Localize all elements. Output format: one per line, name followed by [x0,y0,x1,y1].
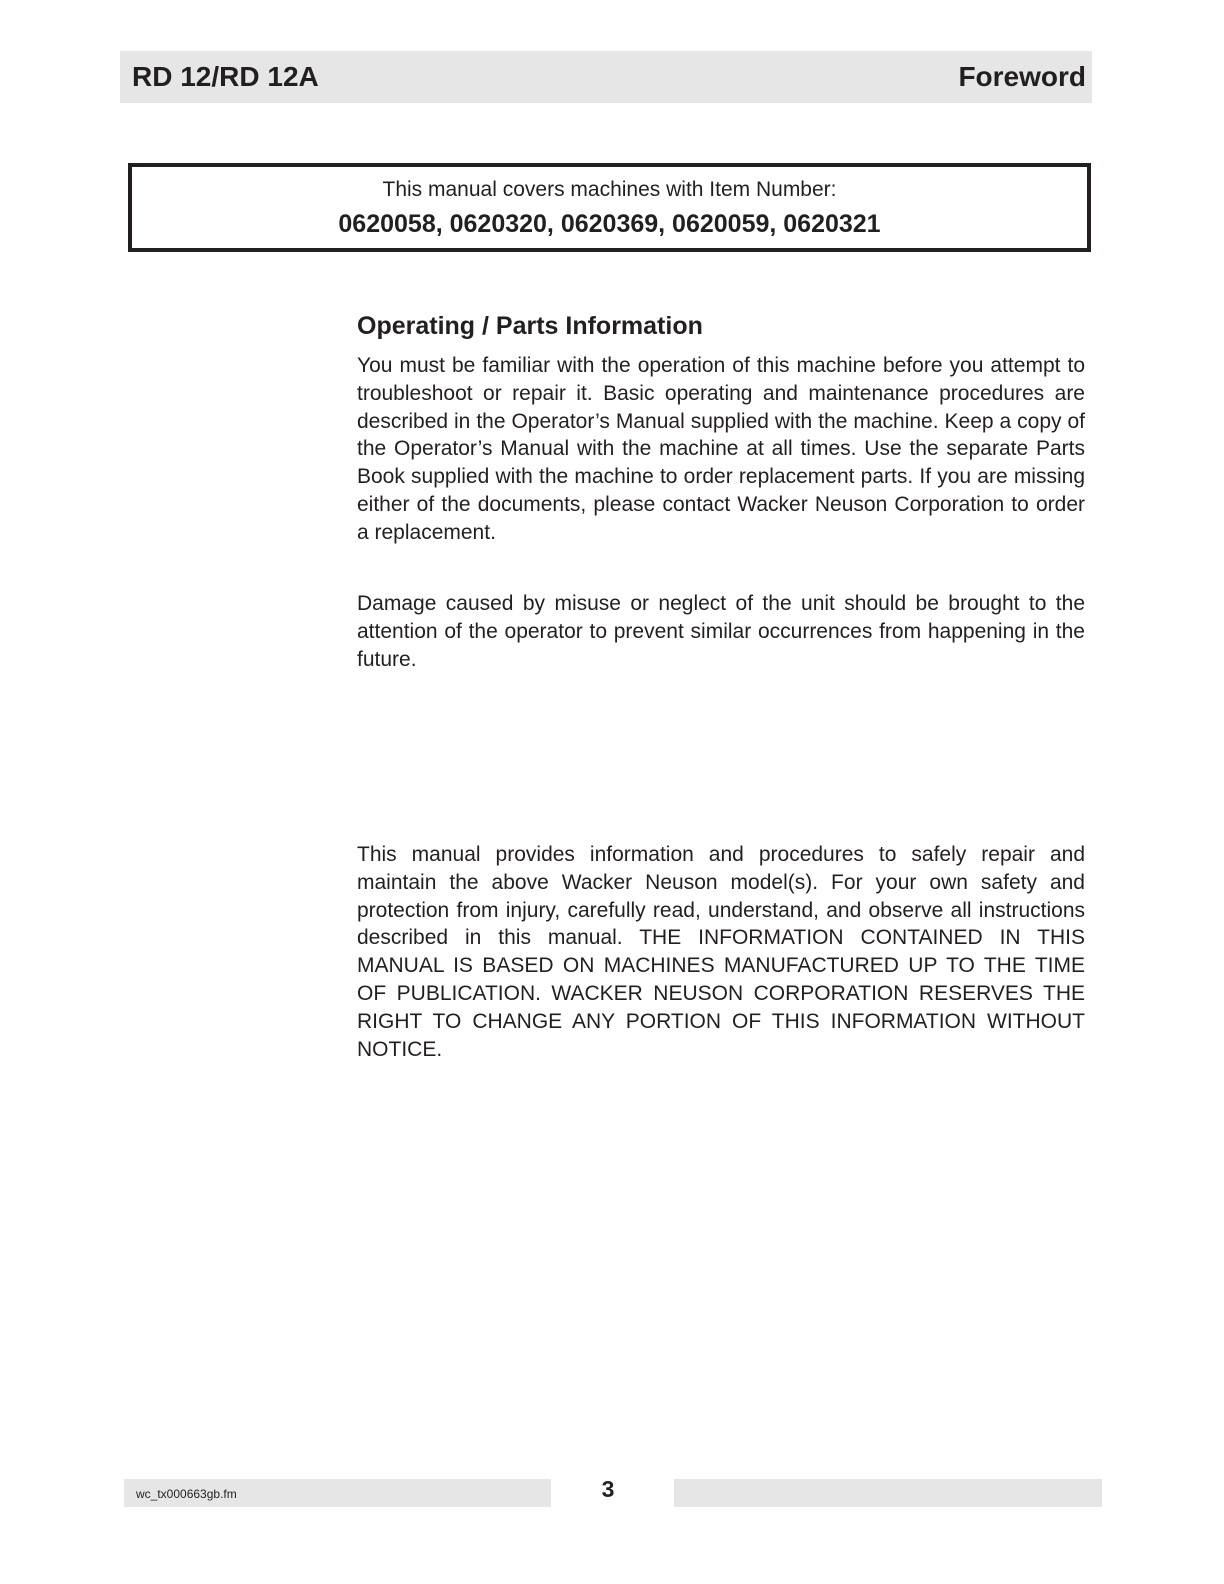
page-number: 3 [601,1476,615,1502]
header-model-title: RD 12/RD 12A [132,61,319,92]
footer-left-bar [124,1479,551,1507]
item-number-box [128,163,1091,252]
paragraph-manual-disclaimer: This manual provides information and procedures to safely repair and maintain the above Wacker Neuson model(s). For your own safety and protection from injury, carefully read, understand, and observe all instructions described in this manual. THE INFORMATION CONTAINED IN THIS MANUAL IS BASED ON MACHINES MANUFACTURED UP TO THE TIME OF PUBLICATION. WACKER NEUSON CORPORATION RESERVES THE RIGHT TO CHANGE ANY PORTION OF THIS INFORMATION WITHOUT NOTICE. [357,843,1085,1061]
header-section-title: Foreword [958,61,1086,92]
page-header [120,51,1092,103]
coverage-intro: This manual covers machines with Item Number: [382,178,837,201]
paragraph-operating-info: You must be familiar with the operation of this machine before you attempt to troubleshoot or repair it. Basic operating and maintenance procedures are described in the Operator’s Manual supplied with the machine. Keep a copy of the Operator’s Manual with the machine at all times. Use the separate Parts Book supplied with the machine to order replacement parts. If you are missing either of the documents, please contact Wacker Neuson Corporation to order a replacement. [357,354,1085,544]
footer-file-code: wc_tx000663gb.fm [136,1487,237,1501]
section-heading: Operating / Parts Information [357,312,703,340]
footer-right-bar [674,1479,1102,1507]
paragraph-damage-notice: Damage caused by misuse or neglect of the unit should be brought to the attention of the operator to prevent similar occurrences from happening in the future. [357,592,1085,671]
item-numbers: 0620058, 0620320, 0620369, 0620059, 0620321 [338,210,881,238]
